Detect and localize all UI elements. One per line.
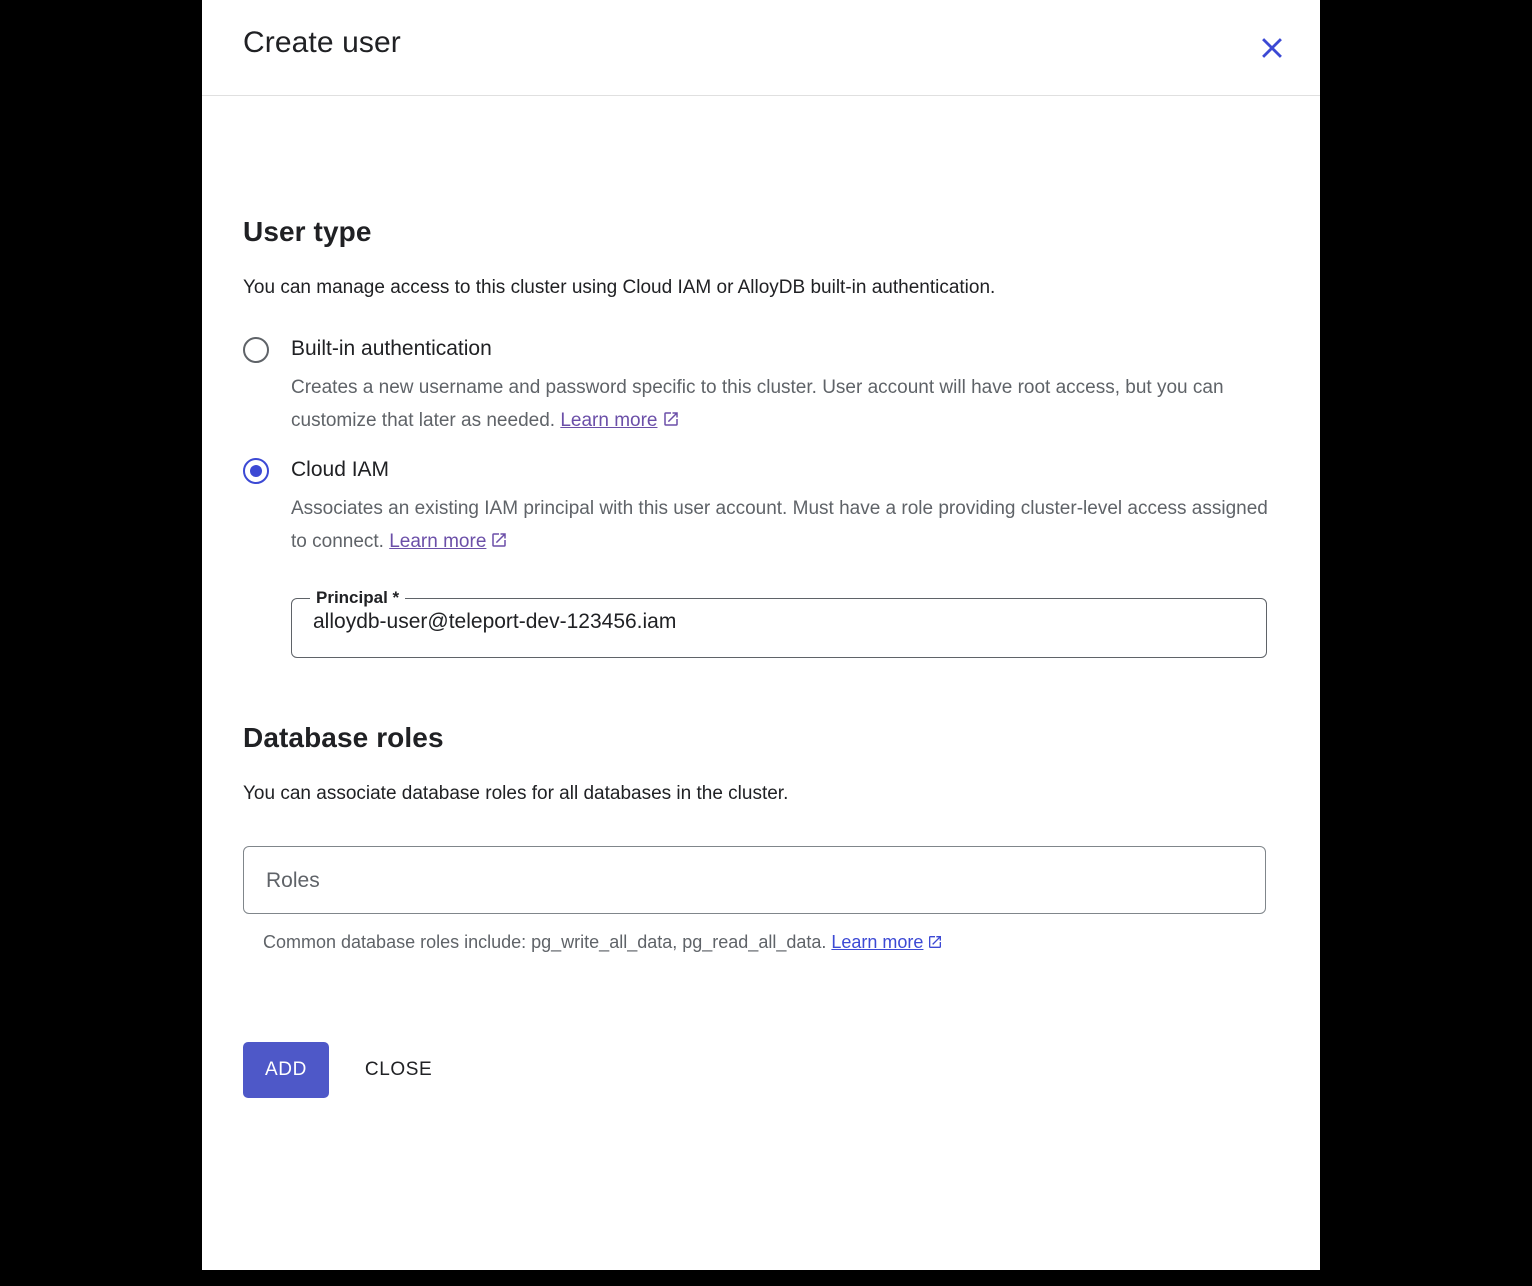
radio-builtin-authentication-description-text: Creates a new username and password specific to this cluster. User account will have root access, but you can customize that later as needed. <box>291 377 1224 431</box>
create-user-dialog <box>202 0 1320 1270</box>
user-type-description: You can manage access to this cluster using Cloud IAM or AlloyDB built-in authentication. <box>243 277 996 298</box>
roles-learn-more-link[interactable]: Learn more <box>831 932 924 952</box>
radio-cloud-iam-description-text: Associates an existing IAM principal with this user account. Must have a role providing cluster-level access assigned to connect. <box>291 498 1268 552</box>
radio-cloud-iam-icon[interactable] <box>243 458 269 484</box>
radio-option-cloud-iam[interactable] <box>243 455 1279 560</box>
cloud-iam-learn-more-link[interactable]: Learn more <box>389 531 487 552</box>
close-icon <box>1246 31 1298 65</box>
database-roles-description: You can associate database roles for all databases in the cluster. <box>243 783 789 804</box>
radio-builtin-authentication-description <box>291 371 1271 439</box>
user-type-heading: User type <box>243 216 372 247</box>
roles-helper-text <box>263 928 1279 958</box>
dialog-body <box>202 96 1320 1134</box>
radio-builtin-authentication-label[interactable]: Built-in authentication <box>291 337 492 360</box>
external-link-icon <box>927 930 943 958</box>
principal-input[interactable] <box>311 588 1245 656</box>
user-type-radio-group <box>243 334 1279 658</box>
add-button[interactable]: ADD <box>243 1042 329 1098</box>
radio-cloud-iam-label[interactable]: Cloud IAM <box>291 458 390 481</box>
principal-field[interactable] <box>291 588 1267 658</box>
external-link-icon <box>662 406 680 439</box>
close-button[interactable] <box>1246 22 1298 74</box>
radio-cloud-iam-description <box>291 492 1271 560</box>
database-roles-heading: Database roles <box>243 722 444 753</box>
roles-field[interactable] <box>243 846 1266 914</box>
principal-field-label: Principal * <box>316 588 400 607</box>
dialog-actions <box>243 1042 1279 1134</box>
builtin-authentication-learn-more-link[interactable]: Learn more <box>560 410 658 431</box>
external-link-icon <box>490 527 508 560</box>
roles-helper-prefix: Common database roles include: pg_write_all_data, pg_read_all_data. <box>263 932 827 952</box>
close-dialog-button[interactable]: CLOSE <box>343 1042 454 1098</box>
radio-builtin-authentication-icon[interactable] <box>243 337 269 363</box>
dialog-header <box>202 0 1320 96</box>
roles-input[interactable] <box>264 847 1248 915</box>
radio-option-builtin-authentication[interactable] <box>243 334 1279 439</box>
dialog-title: Create user <box>243 26 401 59</box>
